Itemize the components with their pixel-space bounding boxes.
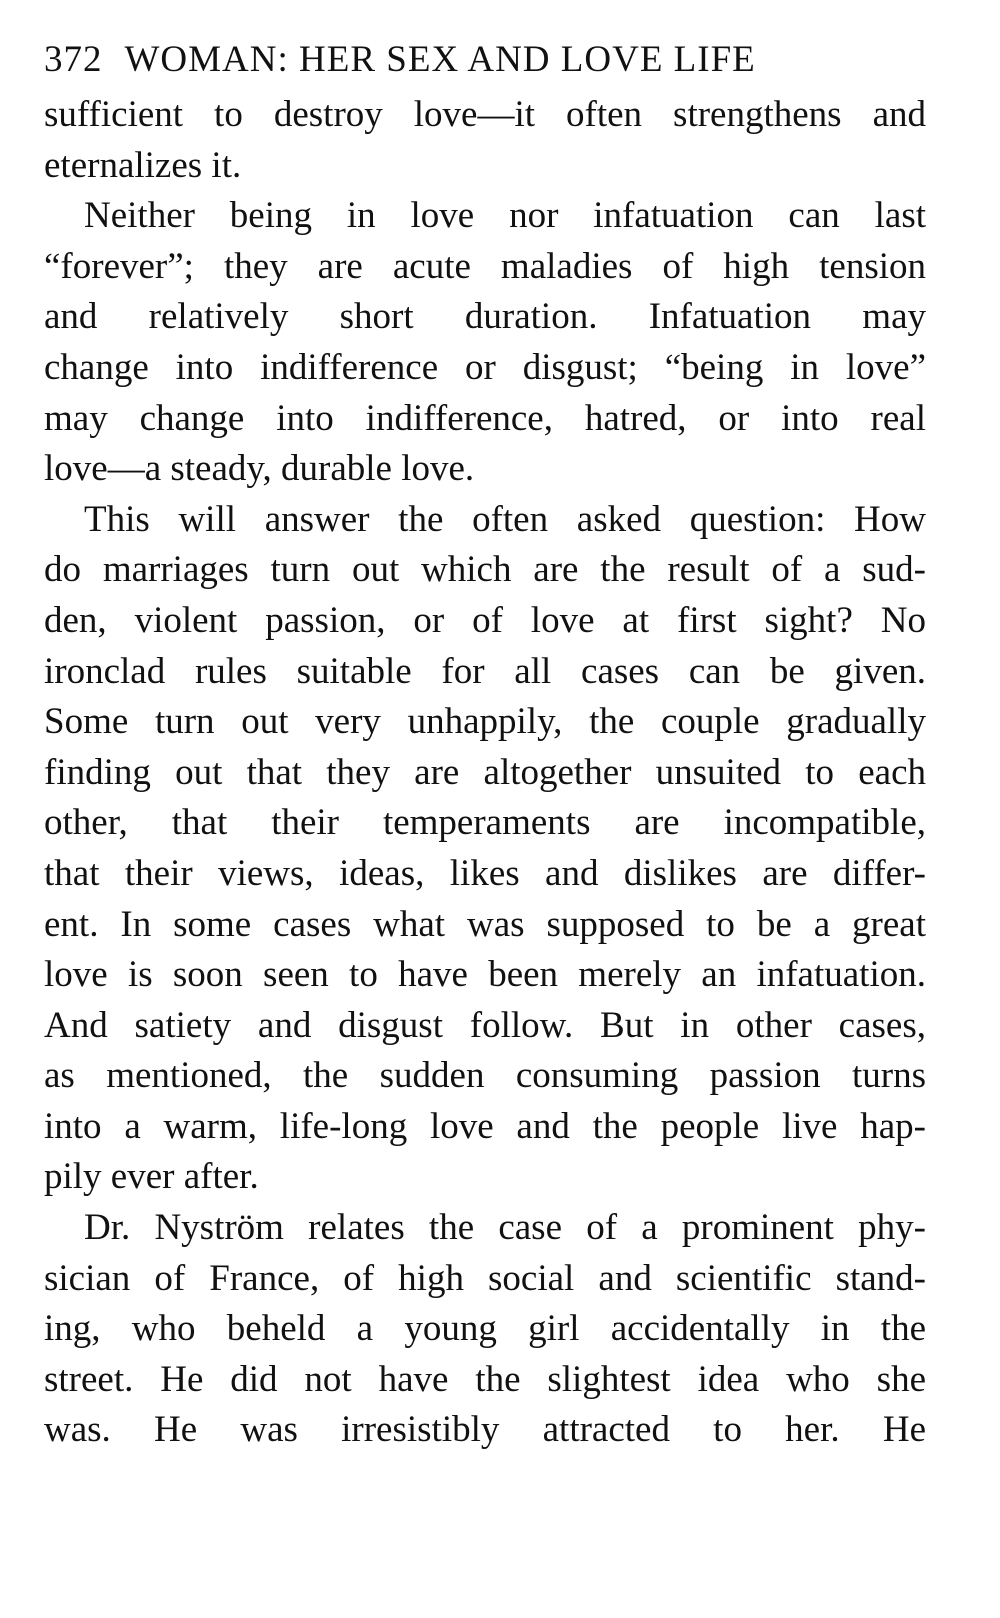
text-line: ent. In some cases what was supposed to be a great bbox=[44, 903, 926, 945]
text-line: change into indifference or disgust; “being in love” bbox=[44, 346, 926, 388]
text-line: Dr. Nyström relates the case of a prominent phy- bbox=[84, 1207, 926, 1249]
body-text bbox=[44, 90, 926, 1456]
paragraph-infatuation bbox=[44, 191, 926, 495]
text-line: eternalizes it. bbox=[44, 144, 242, 186]
running-title: WOMAN: HER SEX AND LOVE LIFE bbox=[124, 39, 756, 80]
text-line: Some turn out very unhappily, the couple gradually bbox=[44, 701, 926, 743]
text-line: sician of France, of high social and scientific stand- bbox=[44, 1257, 926, 1299]
text-line: This will answer the often asked question: How bbox=[84, 498, 926, 540]
text-line: into a warm, life-long love and the people live hap- bbox=[44, 1105, 926, 1147]
text-line: do marriages turn out which are the result of a sud- bbox=[44, 549, 926, 591]
text-line: love is soon seen to have been merely an infatuation. bbox=[44, 954, 926, 996]
text-line: as mentioned, the sudden consuming passion turns bbox=[44, 1055, 926, 1097]
text-line: was. He was irresistibly attracted to her. He bbox=[44, 1409, 926, 1451]
text-line: may change into indifference, hatred, or into real bbox=[44, 397, 926, 439]
text-line: finding out that they are altogether unsuited to each bbox=[44, 751, 926, 793]
text-line: street. He did not have the slightest idea who she bbox=[44, 1358, 926, 1400]
text-line: “forever”; they are acute maladies of high tension bbox=[44, 245, 926, 287]
paragraph-continuation bbox=[44, 90, 926, 191]
text-line: Neither being in love nor infatuation can last bbox=[84, 195, 926, 237]
running-head bbox=[44, 30, 926, 90]
text-line: den, violent passion, or of love at first sight? No bbox=[44, 599, 926, 641]
text-line: And satiety and disgust follow. But in other cases, bbox=[44, 1004, 926, 1046]
text-line: other, that their temperaments are incompatible, bbox=[44, 802, 926, 844]
text-line: pily ever after. bbox=[44, 1156, 259, 1198]
text-line: and relatively short duration. Infatuation may bbox=[44, 296, 926, 338]
text-line: ironclad rules suitable for all cases can be given. bbox=[44, 650, 926, 692]
page-number: 372 bbox=[44, 39, 103, 80]
text-line: love—a steady, durable love. bbox=[44, 448, 475, 490]
book-page bbox=[44, 30, 926, 1456]
paragraph-nystrom-case bbox=[44, 1203, 926, 1456]
paragraph-marriages bbox=[44, 495, 926, 1203]
text-line: ing, who beheld a young girl accidentally in the bbox=[44, 1308, 926, 1350]
text-line: sufficient to destroy love—it often strengthens and bbox=[44, 94, 926, 135]
text-line: that their views, ideas, likes and dislikes are differ- bbox=[44, 852, 926, 894]
